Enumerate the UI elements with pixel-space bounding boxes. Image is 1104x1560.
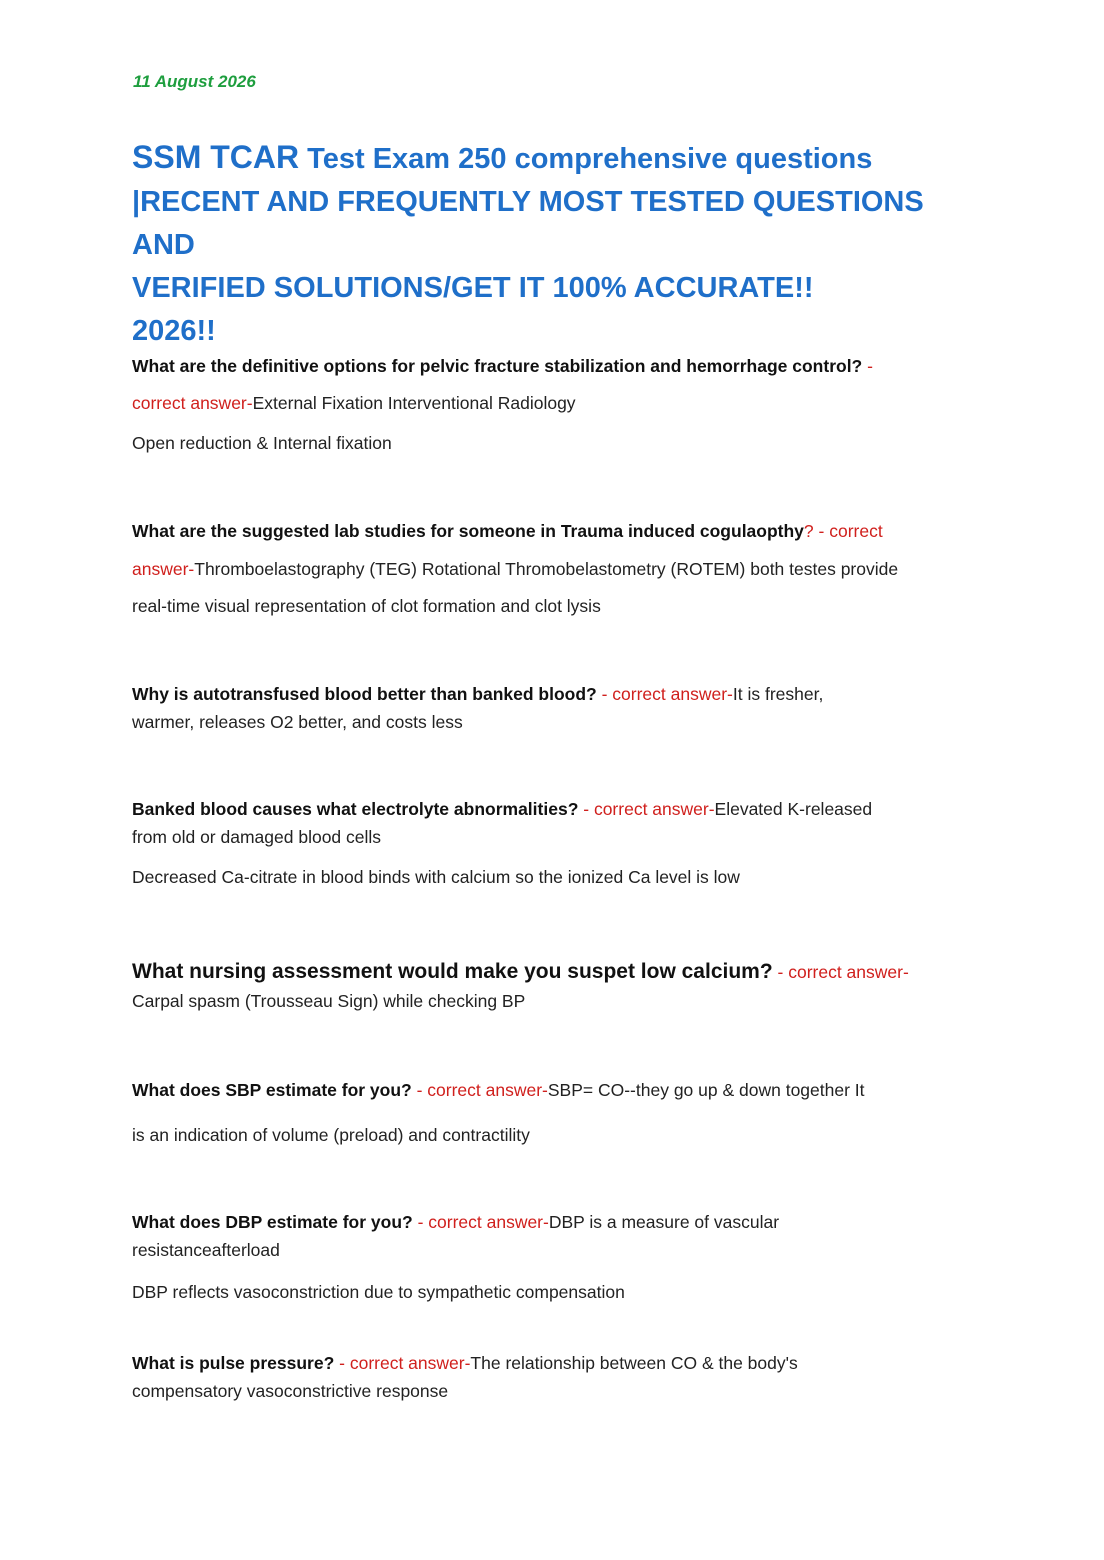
title-line-2: |RECENT AND FREQUENTLY MOST TESTED QUESTIONS AND — [132, 186, 924, 261]
answer-text: Open reduction & Internal fixation — [132, 433, 392, 453]
title-line1-text: Test Exam 250 comprehensive questions — [299, 143, 873, 175]
question-text: Why is autotransfused blood better than banked blood? — [132, 684, 597, 704]
qa-item-trauma-coagulopathy — [132, 517, 982, 620]
question-text: What does DBP estimate for you? — [132, 1212, 413, 1232]
answer-text: warmer, releases O2 better, and costs less — [132, 712, 463, 732]
correct-answer-marker: - correct answer- — [772, 962, 909, 982]
answer-text: It is fresher, — [732, 684, 824, 704]
question-text: What nursing assessment would make you suspet low calcium? — [132, 960, 773, 983]
answer-text: resistanceafterload — [132, 1240, 280, 1260]
correct-answer-marker: - correct answer- — [412, 1212, 549, 1232]
answer-text: Thromboelastography (TEG) Rotational Thromobelastometry (ROTEM) both testes provide — [194, 559, 899, 579]
correct-answer-marker: - correct answer- — [596, 684, 733, 704]
title-line-3: VERIFIED SOLUTIONS/GET IT 100% ACCURATE!! — [132, 272, 814, 304]
title-line-1 — [132, 136, 992, 181]
answer-text: real-time visual representation of clot formation and clot lysis — [132, 596, 601, 616]
answer-text: External Fixation Interventional Radiology — [252, 393, 576, 413]
answer-text: is an indication of volume (preload) and contractility — [132, 1125, 530, 1145]
correct-answer-marker: - correct answer- — [411, 1080, 548, 1100]
question-text: What are the definitive options for pelvic fracture stabilization and hemorrhage control? — [132, 356, 863, 376]
title-line-4: 2026!! — [132, 315, 216, 347]
document-date: 11 August 2026 — [133, 72, 256, 91]
answer-text: compensatory vasoconstrictive response — [132, 1381, 449, 1401]
qa-item-sbp — [132, 1076, 982, 1149]
question-text: What is pulse pressure? — [132, 1353, 335, 1373]
answer-text: SBP= CO--they go up & down together It — [547, 1080, 865, 1100]
question-text: What are the suggested lab studies for someone in Trauma induced cogulaopthy — [132, 521, 804, 541]
question-text: Banked blood causes what electrolyte abnormalities? — [132, 799, 579, 819]
question-text: What does SBP estimate for you? — [132, 1080, 412, 1100]
qa-item-pulse-pressure — [132, 1349, 982, 1405]
qa-item-low-calcium — [132, 957, 982, 1015]
qa-item-pelvic-fracture — [132, 351, 982, 457]
correct-answer-marker: answer- — [132, 559, 195, 579]
answer-text: Elevated K-released — [714, 799, 873, 819]
title-lead: SSM TCAR — [132, 139, 300, 175]
correct-answer-marker: - correct answer- — [334, 1353, 471, 1373]
answer-text: Decreased Ca-citrate in blood binds with calcium so the ionized Ca level is low — [132, 867, 740, 887]
answer-text: The relationship between CO & the body's — [470, 1353, 798, 1373]
answer-separator: - — [862, 356, 873, 376]
answer-separator: ? - correct — [803, 521, 883, 541]
qa-item-autotransfused-blood — [132, 680, 982, 736]
correct-answer-marker: - correct answer- — [578, 799, 715, 819]
document-title — [132, 136, 992, 353]
answer-text: from old or damaged blood cells — [132, 827, 382, 847]
qa-item-dbp — [132, 1208, 982, 1306]
qa-item-banked-blood-electrolytes — [132, 795, 982, 891]
answer-text: DBP reflects vasoconstriction due to sympathetic compensation — [132, 1282, 625, 1302]
correct-answer-marker: correct answer- — [132, 393, 253, 413]
answer-text: DBP is a measure of vascular — [548, 1212, 780, 1232]
answer-text: Carpal spasm (Trousseau Sign) while checking BP — [132, 991, 526, 1011]
